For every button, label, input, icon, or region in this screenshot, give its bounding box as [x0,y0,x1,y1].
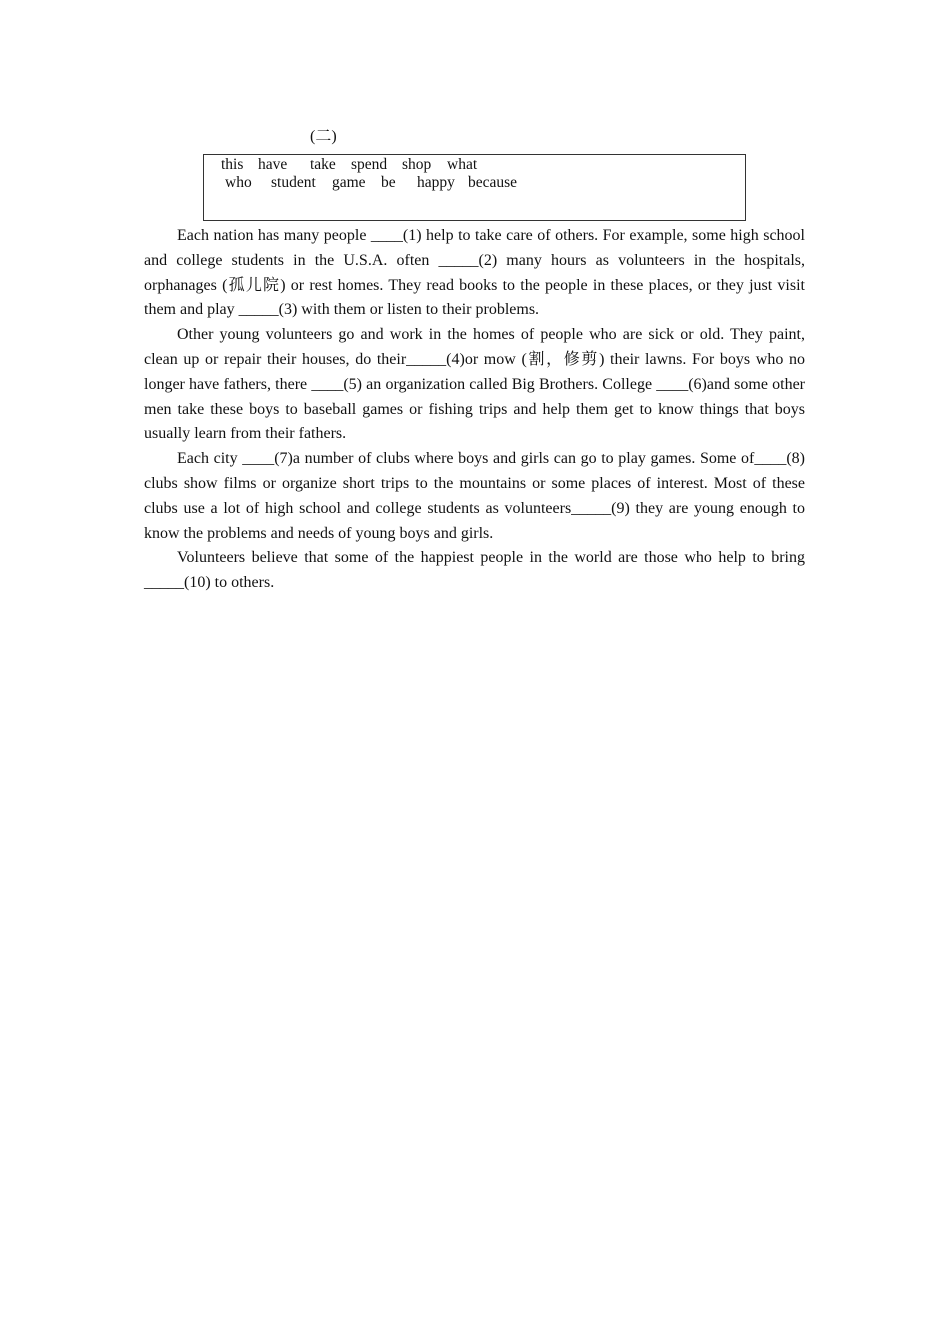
word-bank-word: because [468,174,518,191]
word-bank-word: shop [402,156,432,173]
passage-paragraph-4: Volunteers believe that some of the happiest people in the world are those who help to bring _____(10) to others. [144,549,805,592]
word-bank-word: game [332,174,366,191]
word-bank-word: have [258,156,288,173]
word-bank-word: who [225,174,252,191]
word-bank-word: take [310,156,336,173]
word-bank-word: happy [417,174,455,191]
cloze-passage [144,224,805,596]
passage-paragraph-3: Each city ____(7)a number of clubs where boys and girls can go to play games. Some of____(8) clubs show films or organize short trips to the mountains or some places of interest. Most of these clubs use a lot of high school and college students as volunteers_____(9) they are young enough to know the problems and needs of young boys and girls. [144,450,805,542]
word-bank-word: this [221,156,244,173]
passage-paragraph-1: Each nation has many people ____(1) help to take care of others. For example, some high school and college students in the U.S.A. often _____(2) many hours as volunteers in the hospitals, orphanages (孤儿院) or rest homes. They read books to the people in these places, or they just visit them and play _____(3) with them or listen to their problems. [144,227,805,319]
word-bank-word: spend [351,156,388,173]
word-bank-word: be [381,174,396,191]
passage-paragraph-2: Other young volunteers go and work in the homes of people who are sick or old. They paint, clean up or repair their houses, do their_____(4)or mow (割，修剪) their lawns. For boys who no longer have fathers, there ____(5) an organization called Big Brothers. College ____(6)and some other men take these boys to baseball games or fishing trips and help them get to know things that boys usually learn from their fathers. [144,326,805,443]
word-bank-box [203,154,746,221]
section-title: (二) [310,128,337,145]
word-bank-word: what [447,156,478,173]
word-bank-word: student [271,174,316,191]
